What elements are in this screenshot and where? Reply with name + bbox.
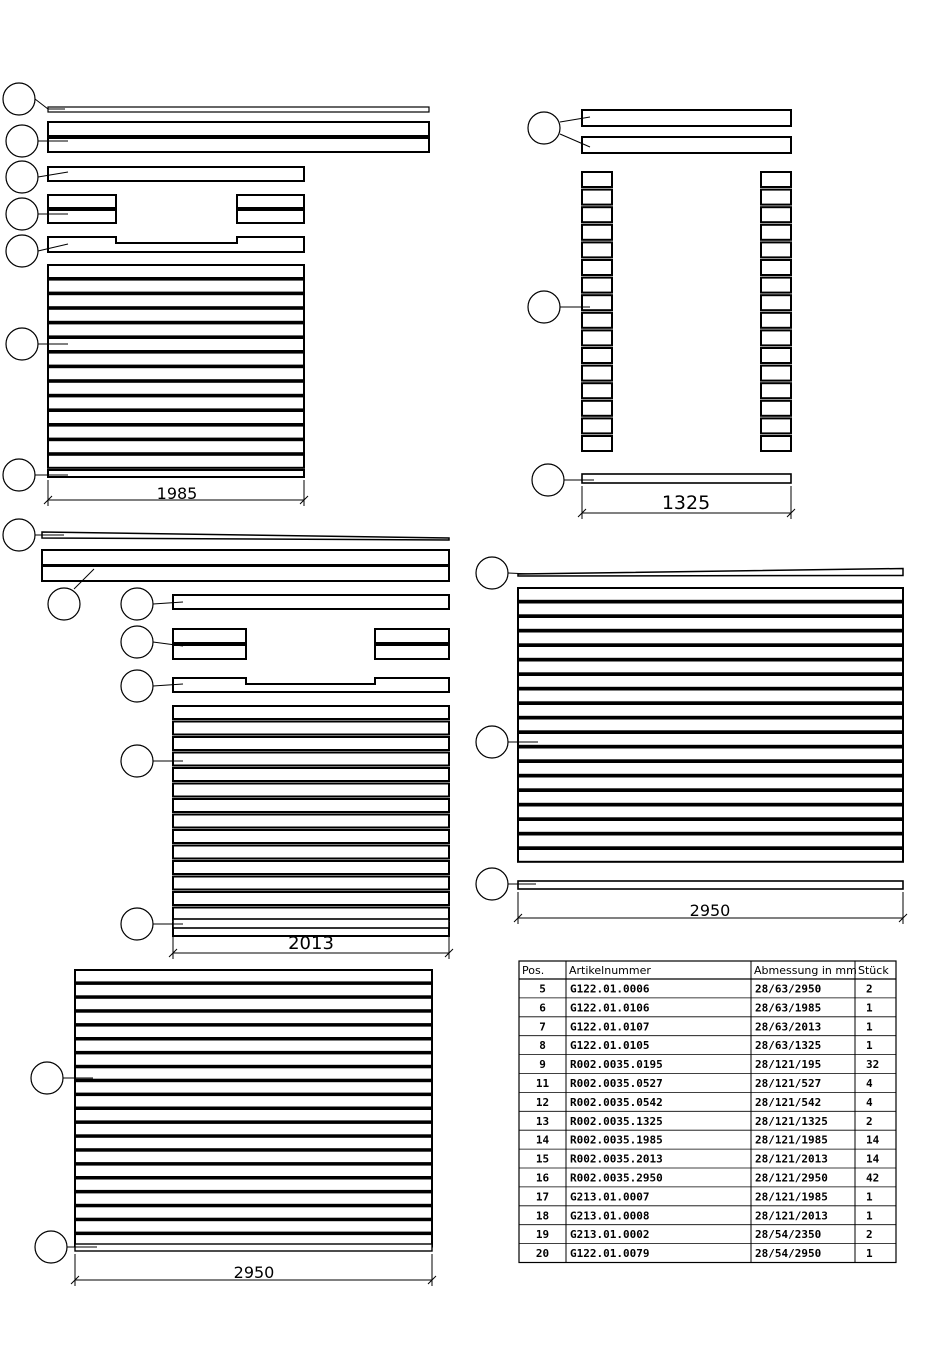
table-cell-article: R002.0035.1985: [570, 1133, 663, 1147]
position-bubble: [6, 125, 38, 157]
board: [237, 210, 304, 223]
board: [761, 278, 791, 293]
board: [761, 260, 791, 275]
position-bubble: [35, 1231, 67, 1263]
board: [48, 294, 304, 307]
board: [518, 603, 903, 616]
board: [48, 411, 304, 424]
position-bubble: [528, 112, 560, 144]
table-cell-qty: 1: [866, 1247, 873, 1261]
board: [582, 295, 612, 310]
board: [42, 566, 449, 581]
board: [75, 1220, 432, 1232]
table-cell-pos: 9: [539, 1058, 546, 1072]
table-cell-article: R002.0035.0195: [570, 1058, 663, 1072]
board: [48, 396, 304, 409]
table-cell-pos: 16: [535, 1171, 550, 1185]
dimension-1985: 1985: [156, 484, 198, 503]
board: [75, 1067, 432, 1079]
table-cell-pos: 15: [535, 1152, 550, 1166]
board: [48, 210, 116, 223]
board: [75, 1040, 432, 1052]
board: [48, 122, 429, 136]
table-cell-pos: 19: [535, 1228, 550, 1242]
board: [75, 1123, 432, 1135]
board: [48, 323, 304, 336]
table-cell-qty: 14: [866, 1133, 880, 1147]
board: [582, 348, 612, 363]
table-cell-dimension: 28/54/2950: [755, 1247, 822, 1261]
table-cell-dimension: 28/121/1985: [755, 1133, 828, 1147]
board: [582, 278, 612, 293]
table-cell-qty: 1: [866, 1190, 873, 1204]
table-cell-dimension: 28/63/1985: [755, 1001, 822, 1015]
board: [173, 830, 449, 843]
board: [761, 225, 791, 240]
table-cell-dimension: 28/54/2350: [755, 1228, 822, 1242]
board: [75, 1081, 432, 1093]
table-cell-dimension: 28/63/1325: [755, 1039, 822, 1053]
table-cell-article: G213.01.0007: [570, 1190, 650, 1204]
board: [582, 366, 612, 381]
board: [75, 970, 432, 982]
table-cell-dimension: 28/121/542: [755, 1095, 822, 1109]
board: [518, 820, 903, 833]
table-header-qty: Stück: [858, 964, 889, 977]
notched-board: [173, 678, 449, 692]
board: [518, 806, 903, 819]
board: [48, 338, 304, 351]
board: [48, 426, 304, 439]
table-cell-dimension: 28/63/2013: [755, 1020, 822, 1034]
board: [48, 280, 304, 293]
table-cell-qty: 1: [866, 1020, 873, 1034]
board: [48, 382, 304, 395]
table-cell-pos: 18: [535, 1209, 550, 1223]
position-bubble: [476, 557, 508, 589]
table-cell-dimension: 28/121/2950: [755, 1171, 828, 1185]
board: [48, 265, 304, 278]
table-cell-article: R002.0035.2950: [570, 1171, 663, 1185]
board: [518, 733, 903, 746]
table-header-pos: Pos.: [522, 964, 545, 977]
board: [173, 799, 449, 812]
table-cell-dimension: 28/121/1325: [755, 1114, 828, 1128]
board: [48, 455, 304, 468]
board: [761, 295, 791, 310]
board: [48, 353, 304, 366]
table-cell-article: G122.01.0107: [570, 1020, 650, 1034]
table-cell-article: R002.0035.1325: [570, 1114, 663, 1128]
table-cell-dimension: 28/121/2013: [755, 1209, 828, 1223]
board: [582, 418, 612, 433]
board: [518, 646, 903, 659]
board: [518, 849, 903, 862]
board: [75, 1053, 432, 1065]
tapered-board: [518, 569, 903, 577]
board: [582, 110, 791, 126]
position-bubble: [476, 726, 508, 758]
board: [75, 1151, 432, 1163]
table-cell-dimension: 28/121/1985: [755, 1190, 828, 1204]
board: [48, 440, 304, 453]
table-cell-pos: 20: [535, 1247, 550, 1261]
dimension-2950-right: 2950: [689, 901, 731, 920]
table-cell-article: G122.01.0006: [570, 982, 650, 996]
board: [761, 207, 791, 222]
table-header-article: Artikelnummer: [569, 964, 651, 977]
board: [375, 629, 449, 643]
board: [75, 1244, 432, 1251]
position-bubble: [3, 83, 35, 115]
board: [582, 225, 612, 240]
table-header-dimension: Abmessung in mm: [754, 964, 857, 977]
tapered-board: [42, 532, 449, 540]
board: [173, 815, 449, 828]
board: [237, 195, 304, 208]
board: [518, 881, 903, 889]
board: [75, 984, 432, 996]
board: [761, 242, 791, 257]
table-cell-article: R002.0035.0542: [570, 1095, 663, 1109]
position-bubble: [6, 328, 38, 360]
table-cell-qty: 2: [866, 982, 873, 996]
board: [582, 474, 791, 483]
table-cell-pos: 12: [535, 1095, 550, 1109]
board: [582, 242, 612, 257]
board: [173, 861, 449, 874]
board: [518, 777, 903, 790]
board: [173, 846, 449, 859]
board: [173, 877, 449, 890]
board: [582, 436, 612, 451]
position-bubble: [532, 464, 564, 496]
board: [761, 383, 791, 398]
table-cell-qty: 1: [866, 1209, 873, 1223]
table-cell-article: G122.01.0106: [570, 1001, 650, 1015]
board: [48, 167, 304, 181]
board: [582, 260, 612, 275]
board: [761, 436, 791, 451]
board: [518, 748, 903, 761]
board: [582, 137, 791, 153]
board: [48, 138, 429, 152]
board: [518, 661, 903, 674]
board: [582, 401, 612, 416]
table-cell-qty: 14: [866, 1152, 880, 1166]
table-cell-qty: 1: [866, 1039, 873, 1053]
board: [582, 330, 612, 345]
board: [75, 1109, 432, 1121]
board: [375, 645, 449, 659]
position-bubble: [121, 745, 153, 777]
table-cell-qty: 4: [866, 1095, 873, 1109]
parts-table: [519, 961, 896, 1263]
leader-line: [35, 99, 48, 109]
board: [75, 1026, 432, 1038]
board: [75, 998, 432, 1010]
table-cell-article: G213.01.0002: [570, 1228, 650, 1242]
board: [761, 330, 791, 345]
board: [518, 690, 903, 703]
table-cell-pos: 11: [535, 1077, 550, 1090]
dimension-2950-bottom: 2950: [233, 1263, 275, 1282]
position-bubble: [3, 519, 35, 551]
table-cell-qty: 1: [866, 1001, 873, 1015]
board: [173, 768, 449, 781]
dimension-2013: 2013: [288, 933, 334, 954]
position-bubble: [121, 670, 153, 702]
board: [582, 207, 612, 222]
table-cell-pos: 8: [539, 1039, 546, 1053]
table-cell-article: G122.01.0105: [570, 1039, 650, 1053]
board: [518, 719, 903, 732]
board: [173, 706, 449, 719]
board: [518, 762, 903, 775]
position-bubble: [476, 868, 508, 900]
board: [75, 1179, 432, 1191]
board: [75, 1012, 432, 1024]
table-cell-dimension: 28/121/195: [755, 1058, 822, 1072]
table-cell-article: R002.0035.0527: [570, 1077, 663, 1090]
table-cell-qty: 2: [866, 1114, 873, 1128]
board: [582, 172, 612, 187]
board: [582, 190, 612, 205]
position-bubble: [528, 291, 560, 323]
table-cell-article: R002.0035.2013: [570, 1152, 663, 1166]
board: [518, 791, 903, 804]
position-bubble: [121, 626, 153, 658]
board: [761, 418, 791, 433]
board: [761, 348, 791, 363]
board: [518, 617, 903, 630]
board: [75, 1192, 432, 1204]
board: [173, 629, 246, 643]
board: [75, 1165, 432, 1177]
board: [48, 195, 116, 208]
table-cell-pos: 5: [539, 982, 546, 996]
board: [75, 1095, 432, 1107]
board: [173, 753, 449, 766]
board: [173, 892, 449, 905]
board: [761, 401, 791, 416]
table-cell-qty: 32: [866, 1058, 880, 1072]
board: [518, 632, 903, 645]
table-cell-pos: 14: [535, 1133, 550, 1147]
notched-board: [48, 237, 304, 252]
position-bubble: [6, 161, 38, 193]
position-bubble: [6, 198, 38, 230]
table-cell-dimension: 28/121/527: [755, 1077, 822, 1090]
board: [518, 835, 903, 848]
board: [48, 470, 304, 477]
position-bubble: [121, 588, 153, 620]
table-cell-qty: 4: [866, 1077, 873, 1090]
board: [173, 737, 449, 750]
table-cell-dimension: 28/63/2950: [755, 982, 822, 996]
board: [42, 550, 449, 565]
board: [761, 172, 791, 187]
board: [173, 722, 449, 735]
table-cell-dimension: 28/121/2013: [755, 1152, 828, 1166]
position-bubble: [121, 908, 153, 940]
board: [173, 645, 246, 659]
board: [518, 704, 903, 717]
board: [518, 588, 903, 601]
board: [48, 309, 304, 322]
board: [761, 313, 791, 328]
position-bubble: [48, 588, 80, 620]
board: [75, 1137, 432, 1149]
board: [582, 383, 612, 398]
board: [173, 784, 449, 797]
board: [582, 313, 612, 328]
board: [173, 919, 449, 928]
board: [75, 1206, 432, 1218]
table-cell-article: G213.01.0008: [570, 1209, 650, 1223]
table-cell-pos: 7: [539, 1020, 546, 1034]
table-cell-qty: 2: [866, 1228, 873, 1242]
board: [518, 675, 903, 688]
table-cell-pos: 13: [535, 1114, 550, 1128]
position-bubble: [6, 235, 38, 267]
board: [48, 107, 429, 112]
board: [761, 190, 791, 205]
board: [48, 367, 304, 380]
table-cell-qty: 42: [866, 1171, 880, 1185]
position-bubble: [31, 1062, 63, 1094]
position-bubble: [3, 459, 35, 491]
table-cell-pos: 6: [539, 1001, 546, 1015]
board: [761, 366, 791, 381]
board: [173, 595, 449, 609]
table-cell-pos: 17: [535, 1190, 550, 1204]
table-cell-article: G122.01.0079: [570, 1247, 650, 1261]
dimension-1325: 1325: [661, 492, 711, 514]
